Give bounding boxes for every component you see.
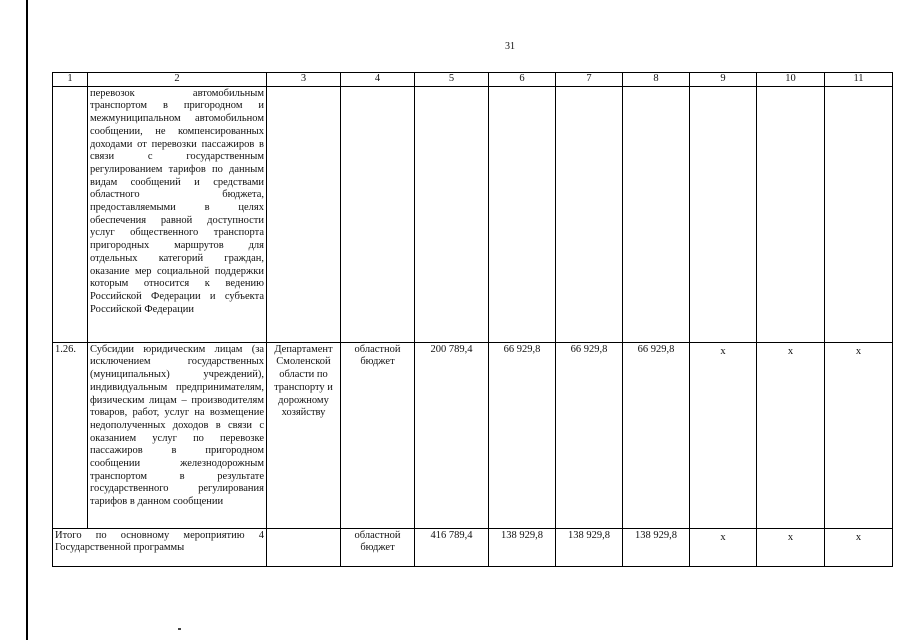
measure-description: перевозок автомобильным транспортом в пригородном и межмуниципальном автомобильном сообщении, не компенсированных доходами от перевозки пассажиров в связи с государственным регулированием тарифов по данным видам сообщений и средствами областного бюджета, предоставляемыми в целях обеспечения равной доступности услуг общественного транспорта пригородных маршрутов для отдельных категорий граждан, оказание мер социальной поддержки которым относится к ведению Российской Федерации и субъекта Российской Федерации <box>88 86 267 342</box>
empty-cell <box>341 86 415 342</box>
col-header: 8 <box>623 73 690 87</box>
col-header: 1 <box>53 73 88 87</box>
left-margin-rule <box>26 0 28 640</box>
year-2-amount: 66 929,8 <box>556 342 623 528</box>
col-10-value: x <box>757 528 825 566</box>
empty-cell <box>623 86 690 342</box>
empty-cell <box>489 86 556 342</box>
empty-cell <box>267 86 341 342</box>
table-row-1-26 <box>53 342 893 528</box>
total-label: Итого по основному мероприятию 4 Государственной программы <box>53 528 267 566</box>
year-2-amount: 138 929,8 <box>556 528 623 566</box>
row-number: 1.26. <box>53 342 88 528</box>
empty-cell <box>556 86 623 342</box>
table-row-total <box>53 528 893 566</box>
table-row-continued <box>53 86 893 342</box>
page-number: 31 <box>505 41 515 52</box>
col-11-value: x <box>825 528 893 566</box>
col-header: 6 <box>489 73 556 87</box>
empty-cell <box>415 86 489 342</box>
col-11-value: x <box>825 342 893 528</box>
funding-source: областной бюджет <box>341 342 415 528</box>
scan-speck <box>178 628 181 630</box>
measure-description: Субсидии юридическим лицам (за исключением государственных (муниципальных) учреждений), индивидуальным предпринимателям, физическим лицам – производителям товаров, работ, услуг на возмещение недополученных доходов в связи с оказанием услуг по перевозке пассажиров в пригородном сообщении железнодорожным транспортом в результате государственного регулирования тарифов в данном сообщении <box>88 342 267 528</box>
col-header: 5 <box>415 73 489 87</box>
col-header: 3 <box>267 73 341 87</box>
col-header: 4 <box>341 73 415 87</box>
empty-cell <box>690 86 757 342</box>
total-amount: 200 789,4 <box>415 342 489 528</box>
col-10-value: x <box>757 342 825 528</box>
year-1-amount: 138 929,8 <box>489 528 556 566</box>
total-amount: 416 789,4 <box>415 528 489 566</box>
funding-source: областной бюджет <box>341 528 415 566</box>
row-number <box>53 86 88 342</box>
year-3-amount: 66 929,8 <box>623 342 690 528</box>
col-header: 9 <box>690 73 757 87</box>
col-9-value: x <box>690 342 757 528</box>
col-header: 7 <box>556 73 623 87</box>
empty-cell <box>267 528 341 566</box>
column-number-row <box>53 73 893 87</box>
empty-cell <box>757 86 825 342</box>
empty-cell <box>825 86 893 342</box>
col-9-value: x <box>690 528 757 566</box>
executor-cell: Департамент Смоленской области по транспорту и дорожному хозяйству <box>267 342 341 528</box>
program-table <box>52 72 893 567</box>
year-1-amount: 66 929,8 <box>489 342 556 528</box>
col-header: 10 <box>757 73 825 87</box>
col-header: 11 <box>825 73 893 87</box>
col-header: 2 <box>88 73 267 87</box>
year-3-amount: 138 929,8 <box>623 528 690 566</box>
